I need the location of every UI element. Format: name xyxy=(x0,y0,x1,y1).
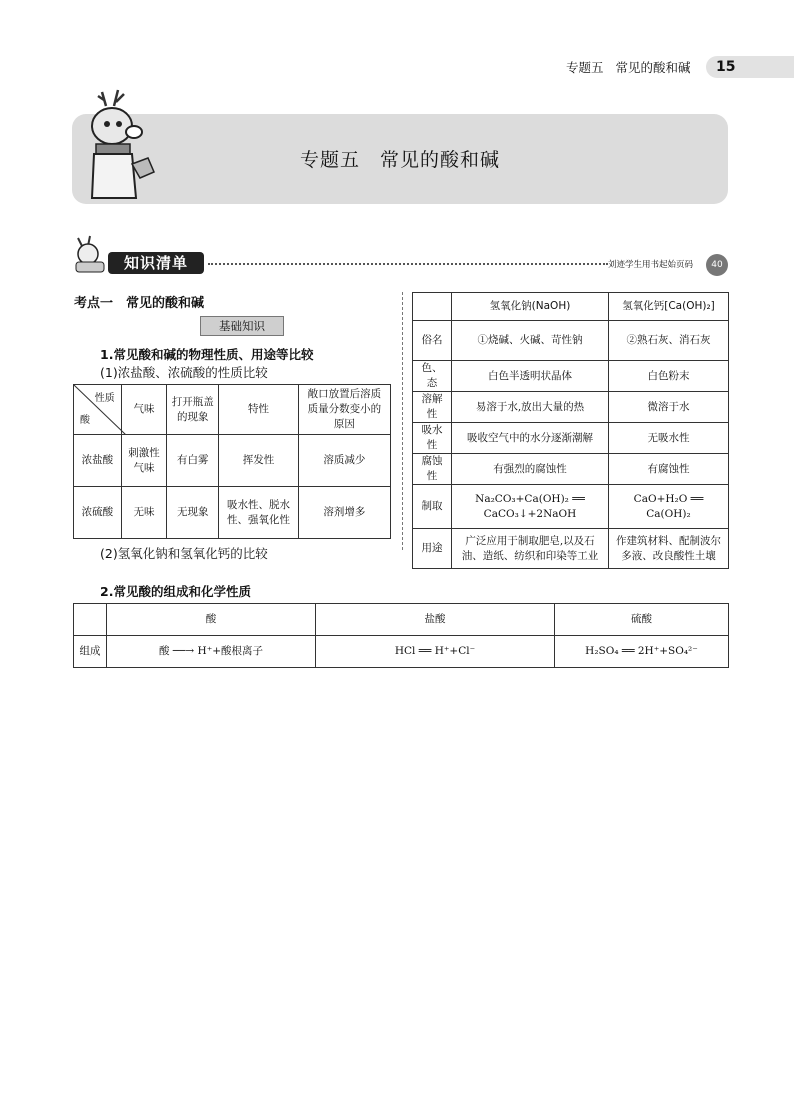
table-cell: 吸水性、脱水性、强氧化性 xyxy=(219,487,299,539)
dotted-divider xyxy=(208,263,608,265)
part1-sub-a: (1)浓盐酸、浓硫酸的性质比较 xyxy=(100,365,268,380)
header-cell: 敞口放置后溶质质量分数变小的原因 xyxy=(298,385,390,435)
running-header xyxy=(566,58,703,76)
table-cell: 有腐蚀性 xyxy=(609,454,729,485)
table-row xyxy=(74,435,391,487)
table-cell: Na₂CO₃+Ca(OH)₂ ══ CaCO₃↓+2NaOH xyxy=(452,485,609,529)
table-cell: 挥发性 xyxy=(219,435,299,487)
row-label: 溶解性 xyxy=(413,392,452,423)
row-label: 色、态 xyxy=(413,361,452,392)
table-row xyxy=(413,423,729,454)
row-label: 组成 xyxy=(74,636,107,668)
header-cell: 硫酸 xyxy=(555,604,729,636)
table-row xyxy=(413,454,729,485)
header-cell: 气味 xyxy=(121,385,167,435)
table-row xyxy=(413,529,729,569)
table-cell: 溶剂增多 xyxy=(298,487,390,539)
table-row xyxy=(74,487,391,539)
table-row xyxy=(413,321,729,361)
table-row xyxy=(413,361,729,392)
table-cell: 刺激性气味 xyxy=(121,435,167,487)
table-cell: 微溶于水 xyxy=(609,392,729,423)
header-cell: 特性 xyxy=(219,385,299,435)
row-label: 吸水性 xyxy=(413,423,452,454)
table-cell: 吸收空气中的水分逐渐潮解 xyxy=(452,423,609,454)
header-cell: 打开瓶盖的现象 xyxy=(167,385,219,435)
table-cell: 无吸水性 xyxy=(609,423,729,454)
header-cell: 酸 xyxy=(107,604,316,636)
table-cell: 白色粉末 xyxy=(609,361,729,392)
acid-property-table xyxy=(73,384,391,539)
header-title: 常见的酸和碱 xyxy=(615,60,691,75)
table-cell: 作建筑材料、配制波尔多液、改良酸性土壤 xyxy=(609,529,729,569)
header-cell xyxy=(74,604,107,636)
part2-heading: 2.常见酸的组成和化学性质 xyxy=(100,584,251,599)
row-label: 用途 xyxy=(413,529,452,569)
corner-cell xyxy=(74,385,122,435)
knowledge-list-badge: 知识清单 xyxy=(108,252,204,274)
header-cell xyxy=(413,293,452,321)
row-label: 浓硫酸 xyxy=(74,487,122,539)
corner-top: 性质 xyxy=(94,393,115,404)
table-cell: 酸 ──→ H⁺+酸根离子 xyxy=(107,636,316,668)
banner-title: 专题五 常见的酸和碱 xyxy=(299,149,500,171)
table-cell: CaO+H₂O ══ Ca(OH)₂ xyxy=(609,485,729,529)
part1-sub-b: (2)氢氧化钠和氢氧化钙的比较 xyxy=(100,546,268,561)
basic-knowledge-badge: 基础知识 xyxy=(200,316,284,336)
kaodian-title: 考点一 常见的酸和碱 xyxy=(74,296,205,311)
table-cell: ①烧碱、火碱、苛性钠 xyxy=(452,321,609,361)
table-cell: 溶质减少 xyxy=(298,435,390,487)
small-mascot-icon xyxy=(70,234,110,274)
table-cell: HCl ══ H⁺+Cl⁻ xyxy=(316,636,555,668)
header-cell: 氢氧化钙[Ca(OH)₂] xyxy=(609,293,729,321)
row-label: 浓盐酸 xyxy=(74,435,122,487)
scan-label: 刘迹学生用书起始页码 xyxy=(608,260,694,270)
table-row xyxy=(74,636,729,668)
table-cell: 无味 xyxy=(121,487,167,539)
table-row xyxy=(413,392,729,423)
corner-bottom: 酸 xyxy=(80,415,90,426)
acid-composition-table xyxy=(73,603,729,668)
table-cell: ②熟石灰、消石灰 xyxy=(609,321,729,361)
scan-page-circle: 40 xyxy=(706,254,728,276)
table-cell: 无现象 xyxy=(167,487,219,539)
table-cell: 有白雾 xyxy=(167,435,219,487)
header-cell: 盐酸 xyxy=(316,604,555,636)
table-row xyxy=(413,485,729,529)
table-cell: 广泛应用于制取肥皂,以及石油、造纸、纺织和印染等工业 xyxy=(452,529,609,569)
header-cell: 氢氧化钠(NaOH) xyxy=(452,293,609,321)
row-label: 腐蚀性 xyxy=(413,454,452,485)
base-comparison-table xyxy=(412,292,729,569)
part1-heading: 1.常见酸和碱的物理性质、用途等比较 xyxy=(100,347,314,362)
column-divider xyxy=(402,292,403,550)
table-cell: 有强烈的腐蚀性 xyxy=(452,454,609,485)
table-cell: 易溶于水,放出大量的热 xyxy=(452,392,609,423)
table-cell: 白色半透明状晶体 xyxy=(452,361,609,392)
row-label: 制取 xyxy=(413,485,452,529)
row-label: 俗名 xyxy=(413,321,452,361)
header-chapter: 专题五 xyxy=(566,60,604,75)
table-cell: H₂SO₄ ══ 2H⁺+SO₄²⁻ xyxy=(555,636,729,668)
page-number: 15 xyxy=(716,59,736,75)
